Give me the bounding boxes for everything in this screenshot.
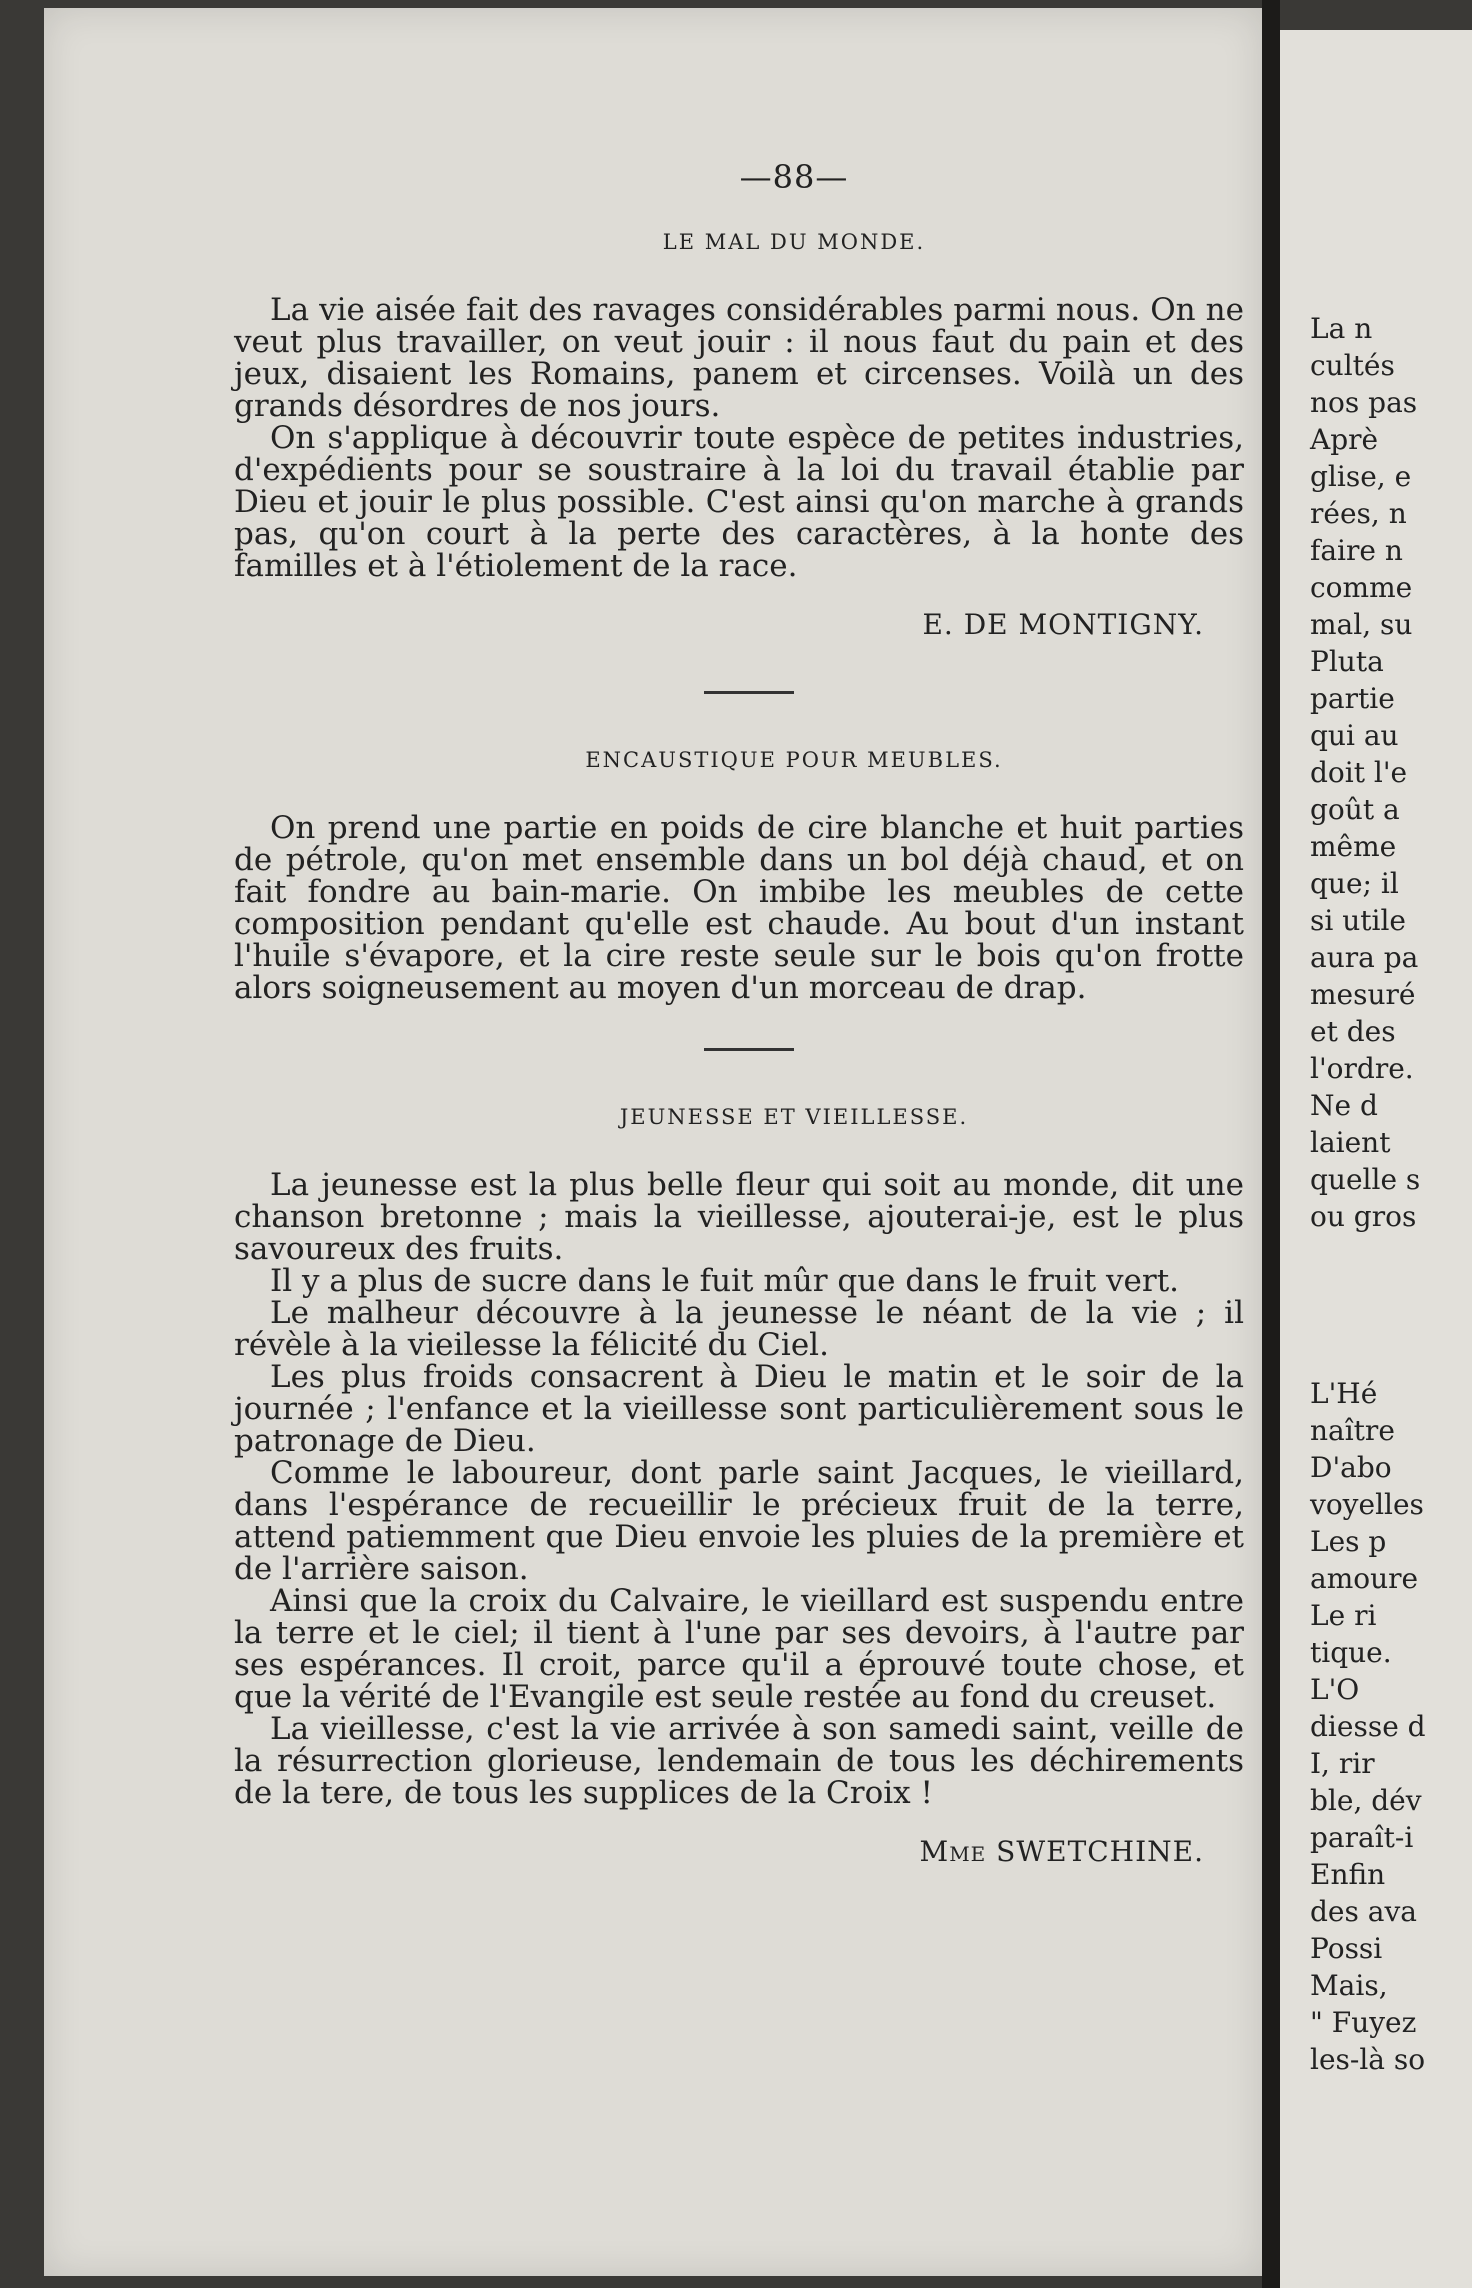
paragraph: Le malheur découvre à la jeunesse le néant de la vie ; il révèle à la vieilesse la félicité du Ciel. xyxy=(234,1295,1244,1363)
paragraph: On prend une partie en poids de cire blanche et huit parties de pétrole, qu'on met ensemble dans un bol déjà chaud, et on fait fondre au bain-marie. On imbibe les meubles de cette composition pendant qu'elle est chaude. Au bout d'un instant l'huile s'évapore, et la cire reste seule sur le bois qu'on frotte alors soigneusement au moyen d'un morceau de drap. xyxy=(234,810,1244,1006)
right-page-fragment-line: les-là so xyxy=(1310,2043,1426,2076)
right-page-fragment-line: paraît-i xyxy=(1310,1821,1414,1854)
right-page-fragment-line: naître xyxy=(1310,1414,1395,1447)
right-page-fragment-line: goût a xyxy=(1310,793,1400,826)
right-page-fragment-line: même xyxy=(1310,830,1397,863)
right-page-fragment-line: comme xyxy=(1310,571,1413,604)
right-page-fragment-line: ou gros xyxy=(1310,1200,1417,1233)
right-page-fragment-line: " Fuyez xyxy=(1310,2006,1417,2039)
section-encaustique xyxy=(234,748,1244,1051)
right-page-fragment-line: ble, dév xyxy=(1310,1784,1422,1817)
right-page xyxy=(1280,30,1472,2288)
section-divider xyxy=(704,691,794,694)
right-page-fragment-line: Enfin xyxy=(1310,1858,1386,1891)
section-le-mal-du-monde xyxy=(234,230,1244,694)
paragraph: Les plus froids consacrent à Dieu le matin et le soir de la journée ; l'enfance et la vieillesse sont particulièrement sous le patronage de Dieu. xyxy=(234,1359,1244,1459)
left-page-content xyxy=(234,148,1244,1918)
paragraph: La vieillesse, c'est la vie arrivée à son samedi saint, veille de la résurrection glorieuse, lendemain de tous les déchirements de la tere, de tous les supplices de la Croix ! xyxy=(234,1711,1244,1811)
paragraph: Ainsi que la croix du Calvaire, le vieillard est suspendu entre la terre et le ciel; il tient à l'une par ses devoirs, à l'autre par ses espérances. Il croit, parce qu'il a éprouvé toute chose, et que la vérité de l'Evangile est seule restée au fond du creuset. xyxy=(234,1583,1244,1715)
right-page-fragment-line: cultés xyxy=(1310,349,1395,382)
right-page-fragment-line: des ava xyxy=(1310,1895,1417,1928)
right-page-fragment-line: faire n xyxy=(1310,534,1403,567)
right-page-fragment-line: I, rir xyxy=(1310,1747,1375,1780)
right-page-fragment-line: doit l'e xyxy=(1310,756,1408,789)
right-page-fragment-line: voyelles xyxy=(1310,1488,1424,1521)
fragment-gap xyxy=(1310,1235,1472,1375)
right-page-fragment-line: Possi xyxy=(1310,1932,1383,1965)
author-signature: Mme SWETCHINE. xyxy=(919,1835,1204,1868)
section-heading: ENCAUSTIQUE POUR MEUBLES. xyxy=(585,748,1003,772)
right-page-fragments xyxy=(1310,310,1472,2078)
right-page-fragment-line: Le ri xyxy=(1310,1599,1377,1632)
left-page xyxy=(44,8,1268,2276)
right-page-fragment-line: D'abo xyxy=(1310,1451,1392,1484)
author-signature: E. DE MONTIGNY. xyxy=(922,608,1204,641)
right-page-fragment-line: laient xyxy=(1310,1126,1391,1159)
right-page-fragment-line: quelle s xyxy=(1310,1163,1421,1196)
section-divider xyxy=(704,1048,794,1051)
paragraph: On s'applique à découvrir toute espèce de petites industries, d'expédients pour se soustraire à la loi du travail établie par Dieu et jouir le plus possible. C'est ainsi qu'on marche à grands pas, qu'on court à la perte des caractères, à la honte des familles et à l'étiolement de la race. xyxy=(234,420,1244,584)
right-page-fragment-line: nos pas xyxy=(1310,386,1418,419)
right-page-fragment-line: L'Hé xyxy=(1310,1377,1378,1410)
right-page-fragment-line: que; il xyxy=(1310,867,1399,900)
right-page-fragment-line: amoure xyxy=(1310,1562,1419,1595)
paragraph: Comme le laboureur, dont parle saint Jacques, le vieillard, dans l'espérance de recueillir le précieux fruit de la terre, attend patiemment que Dieu envoie les pluies de la première et de l'arrière saison. xyxy=(234,1455,1244,1587)
right-page-fragment-line: qui au xyxy=(1310,719,1399,752)
right-page-fragment-line: aura pa xyxy=(1310,941,1419,974)
right-page-fragment-line: La n xyxy=(1310,312,1373,345)
right-page-fragment-line: Pluta xyxy=(1310,645,1384,678)
right-page-fragment-line: Les p xyxy=(1310,1525,1387,1558)
right-page-fragment-line: partie xyxy=(1310,682,1395,715)
right-page-fragment-line: Aprè xyxy=(1310,423,1379,456)
paragraph: La jeunesse est la plus belle fleur qui soit au monde, dit une chanson bretonne ; mais la vieillesse, ajouterai-je, est le plus savoureux des fruits. xyxy=(234,1167,1244,1267)
right-page-fragment-line: rées, n xyxy=(1310,497,1407,530)
right-page-fragment-line: L'O xyxy=(1310,1673,1360,1706)
right-page-fragment-line: mesuré xyxy=(1310,978,1416,1011)
book-gutter xyxy=(1262,0,1280,2288)
right-page-fragment-line: et des xyxy=(1310,1015,1396,1048)
right-page-fragment-line: Ne d xyxy=(1310,1089,1378,1122)
section-jeunesse-et-vieillesse xyxy=(234,1105,1244,1868)
right-page-fragment-line: mal, su xyxy=(1310,608,1413,641)
right-page-fragment-line: diesse d xyxy=(1310,1710,1426,1743)
right-page-fragment-line: glise, e xyxy=(1310,460,1412,493)
right-page-fragment-line: tique. xyxy=(1310,1636,1392,1669)
right-page-fragment-line: si utile xyxy=(1310,904,1406,937)
section-heading: LE MAL DU MONDE. xyxy=(662,230,926,254)
paragraph: Il y a plus de sucre dans le fuit mûr que dans le fruit vert. xyxy=(270,1263,1180,1299)
right-page-fragment-line: l'ordre. xyxy=(1310,1052,1414,1085)
section-heading: JEUNESSE ET VIEILLESSE. xyxy=(619,1105,969,1129)
right-page-fragment-line: Mais, xyxy=(1310,1969,1388,2002)
paragraph: La vie aisée fait des ravages considérables parmi nous. On ne veut plus travailler, on veut jouir : il nous faut du pain et des jeux, disaient les Romains, panem et circenses. Voilà un des grands désordres de nos jours. xyxy=(234,292,1244,424)
page-number: —88— xyxy=(739,158,849,196)
